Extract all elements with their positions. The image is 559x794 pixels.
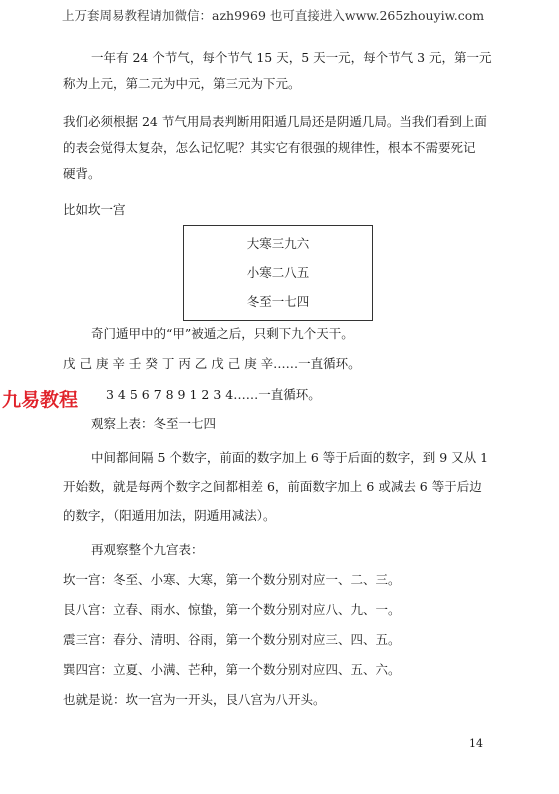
table-row-xiao-han: 小寒二八五 [246, 265, 310, 280]
paragraph-3-line-1: 中间都间隔 5 个数字，前面的数字加上 6 等于后面的数字，到 9 又从 1 [91, 450, 489, 465]
paragraph-3-line-3: 的数字，（阳遁用加法，阴遁用减法）。 [63, 508, 276, 523]
example-label: 比如坎一宫 [63, 202, 126, 217]
qimen-line: 奇门遁甲中的“甲”被遁之后，只剩下九个天干。 [91, 326, 354, 341]
stems-line: 戊 己 庚 辛 壬 癸 丁 丙 乙 戊 己 庚 辛……一直循环。 [63, 356, 361, 371]
palace-line-kan: 坎一宫：冬至、小寒、大寒，第一个数分别对应一、二、三。 [63, 572, 401, 587]
paragraph-2-line-1: 我们必须根据 24 节气用局表判断用阳遁几局还是阴遁几局。当我们看到上面 [63, 114, 487, 129]
conclusion-line: 也就是说：坎一宫为一开头，艮八宫为八开头。 [63, 692, 326, 707]
paragraph-2-line-2: 的表会觉得太复杂，怎么记忆呢？其实它有很强的规律性，根本不需要死记 [63, 140, 476, 155]
page-number: 14 [469, 737, 483, 750]
palace-line-gen: 艮八宫：立春、雨水、惊蛰，第一个数分别对应八、九、一。 [63, 602, 401, 617]
paragraph-2-line-3: 硬背。 [63, 166, 101, 181]
paragraph-1-line-2: 称为上元，第二元为中元，第三元为下元。 [63, 76, 301, 91]
page-header-banner: 上万套周易教程请加微信：azh9969 也可直接进入www.265zhouyiw.com [62, 8, 485, 23]
watermark-logo: 九易教程 [2, 389, 79, 411]
paragraph-1-line-1: 一年有 24 个节气，每个节气 15 天，5 天一元，每个节气 3 元，第一元 [91, 50, 492, 65]
paragraph-3-line-2: 开始数，就是每两个数字之间都相差 6，前面数字加上 6 或减去 6 等于后边 [63, 479, 482, 494]
palace-line-zhen: 震三宫：春分、清明、谷雨，第一个数分别对应三、四、五。 [63, 632, 401, 647]
table-row-dong-zhi: 冬至一七四 [246, 294, 310, 309]
table-row-da-han: 大寒三九六 [246, 236, 310, 251]
observe-nine-palaces-line: 再观察整个九宫表： [91, 542, 204, 557]
palace-line-xun: 巽四宫：立夏、小满、芒种，第一个数分别对应四、五、六。 [63, 662, 401, 677]
kan-palace-table [183, 225, 373, 321]
observe-line: 观察上表：冬至一七四 [91, 416, 217, 431]
numbers-line: 3 4 5 6 7 8 9 1 2 3 4……一直循环。 [106, 387, 321, 402]
